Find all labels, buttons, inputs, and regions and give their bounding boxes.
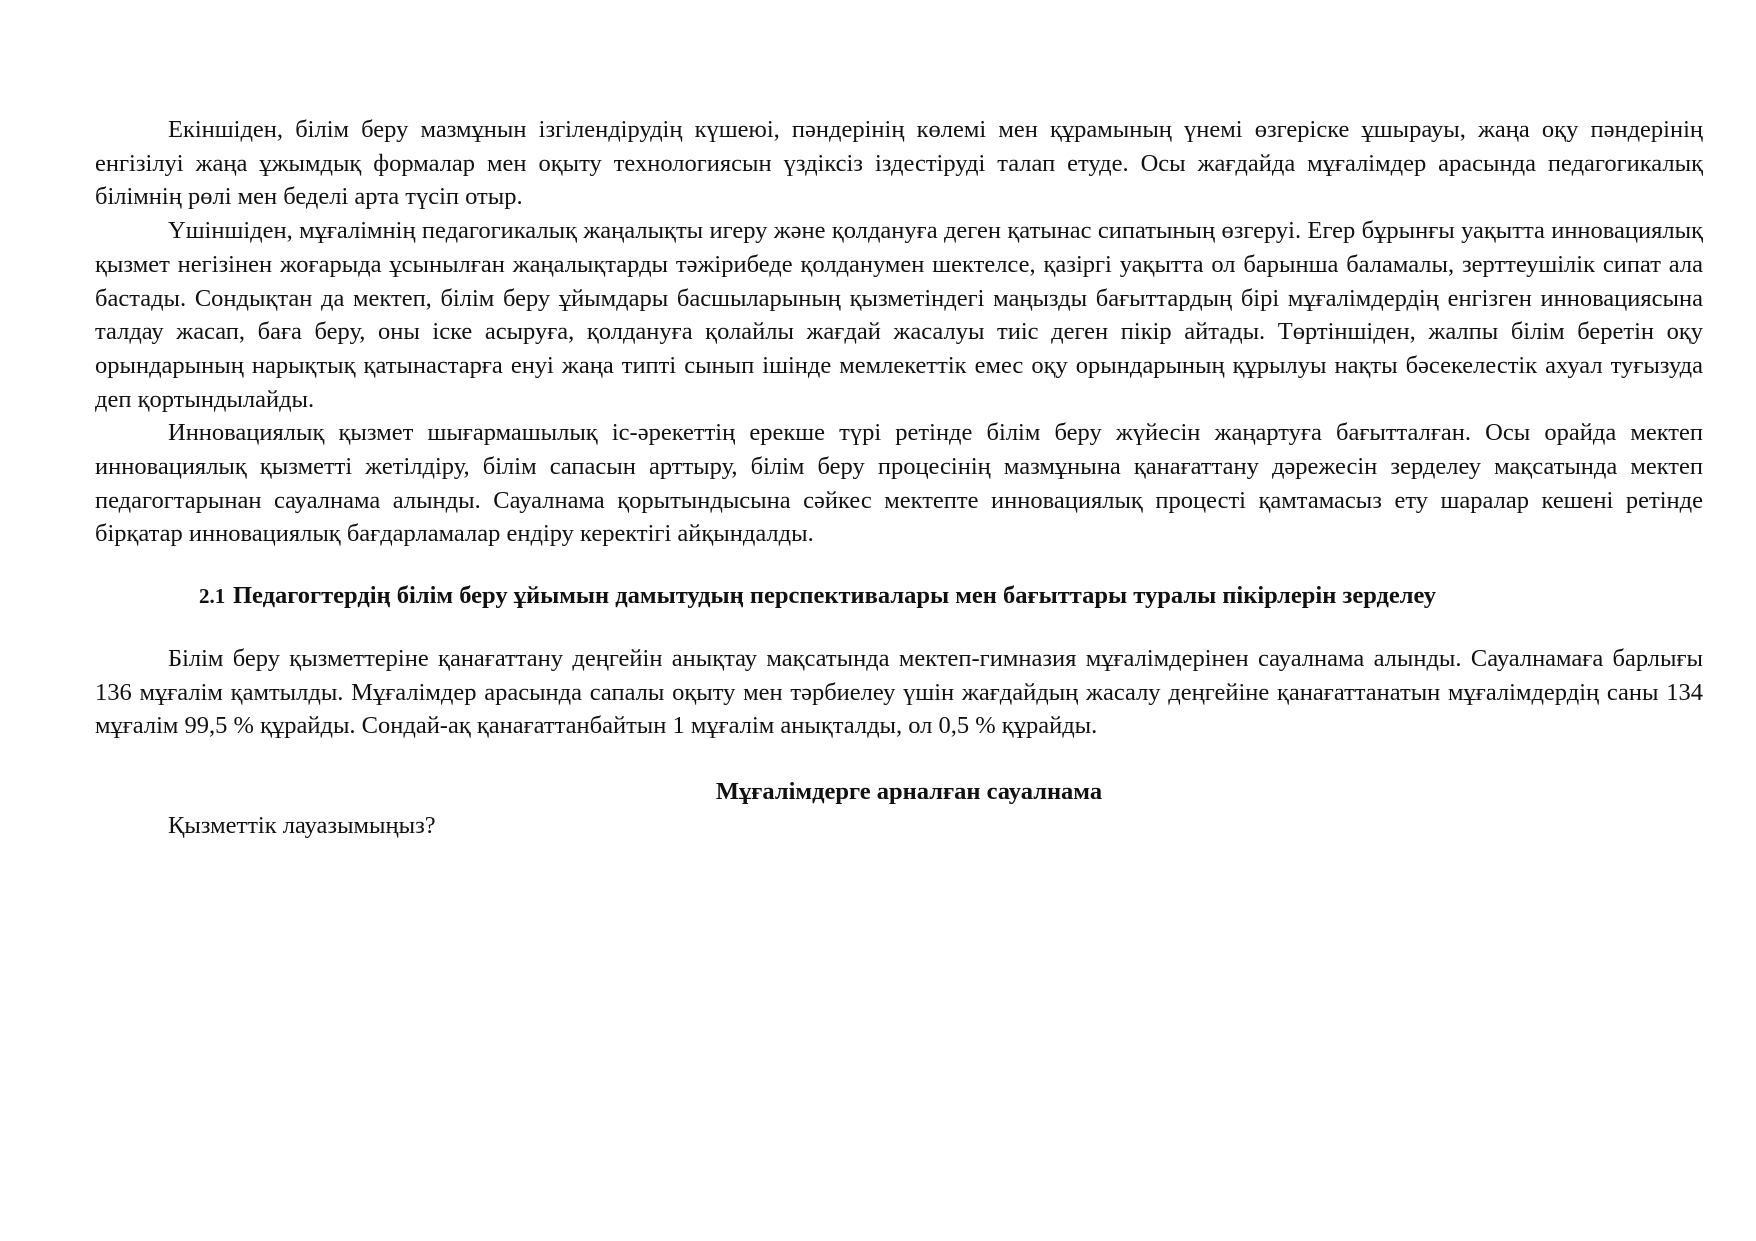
paragraph-innovation: Инновациялық қызмет шығармашылық іс-әрекеттің ерекше түрі ретінде білім беру жүйесін жаңартуға бағытталған. Осы орайда мектеп инновациялық қызметті жетілдіру, білім сапасын арттыру, білім беру процесінің мазмұнына қанағаттану дәрежесін зерделеу мақсатында мектеп педагогтарынан сауалнама алынды. Сауалнама қорытындысына сәйкес мектепте инновациялық процесті қамтамасыз ету шаралар кешені ретінде бірқатар инновациялық бағдарламалар ендіру керектігі айқындалды. [95,419,1703,548]
section-number: 2.1 [199,584,226,609]
paragraph-secondly: Екіншіден, білім беру мазмұнын ізгілендірудің күшеюі, пәндерінің көлемі мен құрамының үнемі өзгеріске ұшырауы, жаңа оқу пәндерінің енгізілуі жаңа ұжымдық формалар мен оқыту технологиясын үздіксіз іздестіруді талап етуде. Осы жағдайда мұғалімдер арасында педагогикалық білімнің рөлі мен беделі арта түсіп отыр. [95,116,1703,211]
paragraph-survey-results: Білім беру қызметтеріне қанағаттану деңгейін анықтау мақсатында мектеп-гимназия мұғалімдерінен сауалнама алынды. Сауалнамаға барлығы 136 мұғалім қамтылды. Мұғалімдер арасында сапалы оқыту мен тәрбиелеу үшін жағдайдың жасалу деңгейіне қанағаттанатын мұғалімдердің саны 134 мұғалім 99,5 % құрайды. Сондай-ақ қанағаттанбайтын 1 мұғалім анықталды, ол 0,5 % құрайды. [95,644,1703,740]
survey-question: Қызметтік лауазымыңыз? [168,811,436,839]
survey-title: Мұғалімдерге арналған сауалнама [715,777,1103,805]
section-title: Педагогтердің білім беру ұйымын дамытудың перспективалары мен бағыттары туралы пікірлерін зерделеу [233,582,1437,610]
section-heading [95,579,1703,614]
paragraph-thirdly: Үшіншіден, мұғалімнің педагогикалық жаңалықты игеру және қолдануға деген қатынас сипатының өзгеруі. Егер бұрынғы уақытта инновациялық қызмет негізінен жоғарыда ұсынылған жаңалықтарды тәжірибеде қолданумен шектелсе, қазіргі уақытта ол барынша баламалы, зерттеушілік сипат ала бастады. Сондықтан да мектеп, білім беру ұйымдары басшыларының қызметіндегі маңызды бағыттардың бірі мұғалімдердің енгізген инновациясына талдау жасап, баға беру, оны іске асыруға, қолдануға қолайлы жағдай жасалуы тиіс деген пікір айтады. Төртіншіден, жалпы білім беретін оқу орындарының нарықтық қатынастарға енуі жаңа типті сынып ішінде мемлекеттік емес оқу орындарының құрылуы нақты бәсекелестік ахуал туғызуда деп қортындылайды. [95,217,1703,413]
document-page [95,113,1703,842]
